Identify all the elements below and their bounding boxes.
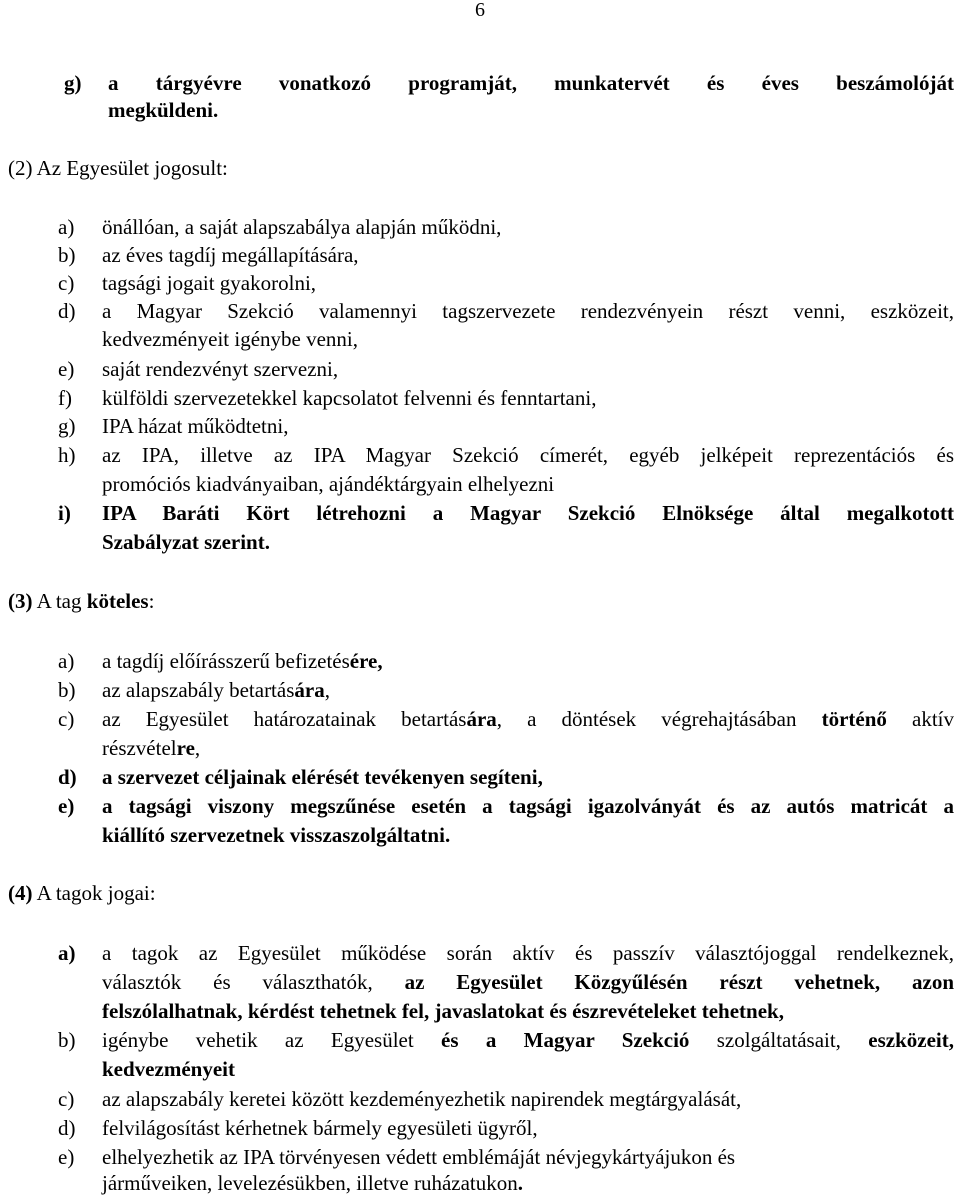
list-item: a szervezet céljainak elérését tevékenyen segíteni, (102, 765, 543, 789)
list-item: az IPA, illetve az IPA Magyar Szekció címerét, egyéb jelképeit reprezentációs és (102, 443, 954, 467)
section-3-heading (8, 588, 154, 615)
item-label: a) (58, 649, 75, 673)
list-item (102, 1170, 523, 1197)
item-label: h) (58, 443, 76, 467)
item-label: d) (58, 1116, 76, 1140)
item-label: e) (58, 357, 75, 381)
text-run: ére, (349, 649, 383, 673)
list-item: tagsági jogait gyakorolni, (102, 271, 317, 295)
text-run: ára (294, 678, 325, 702)
text-run: történő (821, 707, 887, 731)
item-text: a tárgyévre vonatkozó programját, munkatervét és éves beszámolóját (108, 71, 954, 95)
section-2-heading: (2) Az Egyesület jogosult: (8, 156, 228, 180)
text-run: az Egyesület határozatainak betartás (102, 707, 467, 731)
list-item: felszólalhatnak, kérdést tehetnek fel, javaslatokat és észrevételeket tehetnek, (102, 999, 784, 1023)
text-run: az alapszabály betartás (102, 678, 295, 702)
item-text: megküldeni. (108, 98, 219, 122)
item-label: b) (58, 678, 76, 702)
list-item (102, 969, 954, 996)
list-item: a Magyar Szekció valamennyi tagszervezete rendezvényein részt venni, eszközeit, (102, 299, 954, 323)
item-label: d) (58, 299, 76, 323)
text-run: aktív (886, 707, 954, 731)
text-run: , (194, 736, 201, 760)
section-4-heading (8, 880, 156, 907)
item-label: e) (58, 794, 75, 818)
list-item (102, 648, 383, 675)
list-item: promóciós kiadványaiban, ajándéktárgyain elhelyezni (102, 472, 555, 496)
heading-text: A tag (36, 589, 87, 613)
item-label: c) (58, 271, 75, 295)
text-run: járműveiken, levelezésükben, illetve ruházatukon (102, 1171, 518, 1195)
item-label: g) (64, 71, 82, 95)
text-run: , (324, 678, 330, 702)
list-item: felvilágosítást kérhetnek bármely egyesületi ügyről, (102, 1116, 538, 1140)
list-item: IPA házat működtetni, (102, 414, 289, 438)
list-item: a tagok az Egyesület működése során aktív és passzív választójoggal rendelkeznek, (102, 941, 954, 965)
text-run: . (517, 1171, 523, 1195)
heading-text: A tagok jogai: (36, 881, 156, 905)
item-label: b) (58, 243, 76, 267)
text-run: a tagdíj előírásszerű befizetés (102, 649, 350, 673)
section-number: (4) (8, 881, 33, 905)
list-item (102, 1027, 954, 1054)
page-number: 6 (475, 0, 485, 21)
text-run: választók és választhatók, (102, 970, 405, 994)
list-item: IPA Baráti Kört létrehozni a Magyar Szekció Elnöksége által megalkotott (102, 501, 954, 525)
item-label: b) (58, 1028, 76, 1052)
text-run: igénybe vehetik az Egyesület (102, 1028, 442, 1052)
list-item: külföldi szervezetekkel kapcsolatot felvenni és fenntartani, (102, 386, 597, 410)
list-item: Szabályzat szerint. (102, 530, 270, 554)
list-item (102, 735, 200, 762)
heading-text: köteles (86, 589, 149, 613)
item-label: i) (58, 501, 71, 525)
item-label: f) (58, 386, 72, 410)
list-item (102, 677, 330, 704)
text-run: eszközeit, (868, 1028, 954, 1052)
item-label: c) (58, 1087, 75, 1111)
list-item: saját rendezvényt szervezni, (102, 357, 339, 381)
list-item: kedvezményeit igénybe venni, (102, 327, 358, 351)
list-item: a tagsági viszony megszűnése esetén a tagsági igazolványát és az autós matricát a (102, 794, 954, 818)
item-label: a) (58, 215, 75, 239)
item-label: e) (58, 1145, 75, 1169)
section-number: (3) (8, 589, 33, 613)
list-item: az éves tagdíj megállapítására, (102, 243, 359, 267)
item-label: a) (58, 941, 76, 965)
list-item: az alapszabály keretei között kezdeményezhetik napirendek megtárgyalását, (102, 1087, 742, 1111)
text-run: , a döntések végrehajtásában (496, 707, 822, 731)
text-run: szolgáltatásait, (689, 1028, 869, 1052)
list-item: kedvezményeit (102, 1057, 235, 1081)
item-label: g) (58, 414, 76, 438)
item-label: c) (58, 707, 75, 731)
text-run: re (176, 736, 195, 760)
list-item: elhelyezhetik az IPA törvényesen védett emblémáját névjegykártyájukon és (102, 1145, 736, 1169)
item-label: d) (58, 765, 77, 789)
list-item: önállóan, a saját alapszabálya alapján működni, (102, 215, 502, 239)
list-item (102, 706, 954, 733)
list-item: kiállító szervezetnek visszaszolgáltatni. (102, 823, 451, 847)
text-run: ára (466, 707, 497, 731)
text-run: részvétel (102, 736, 177, 760)
text-run: és a Magyar Szekció (441, 1028, 690, 1052)
text-run: az Egyesület Közgyűlésén részt vehetnek, azon (404, 970, 954, 994)
heading-text: : (148, 589, 155, 613)
